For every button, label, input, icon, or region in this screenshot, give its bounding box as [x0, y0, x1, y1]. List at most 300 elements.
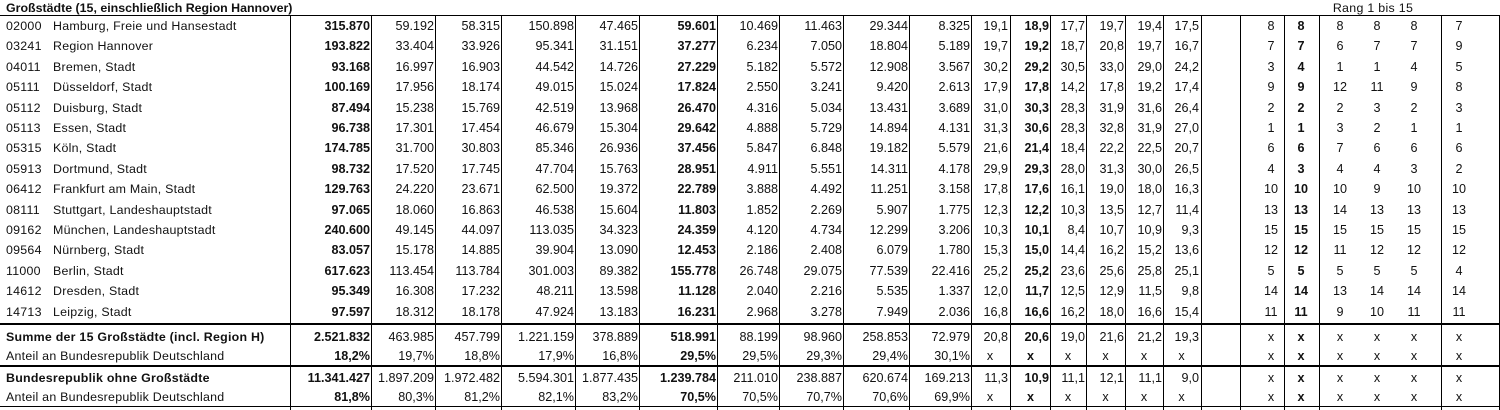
region-name: Köln, Stadt [53, 141, 117, 156]
table-cell: 29,0 [1137, 59, 1162, 74]
table-cell: 14,4 [1060, 243, 1085, 258]
table-cell: 14.726 [599, 59, 638, 74]
table-cell: 29.344 [869, 19, 908, 33]
table-row [0, 36, 1500, 56]
region-code: 03241 [6, 39, 42, 54]
table-cell: x [986, 389, 994, 404]
table-cell: 31.700 [395, 141, 434, 156]
table-cell: 70,7% [806, 389, 842, 404]
table-cell: 17,8 [983, 182, 1008, 197]
table-cell: 8,4 [1067, 223, 1085, 237]
table-cell: 16,1 [1060, 182, 1085, 197]
table-cell: 15 [1451, 223, 1466, 237]
table-cell: 22.789 [677, 182, 716, 197]
table-cell: 70,5% [680, 389, 716, 404]
table-cell: 30,2 [983, 59, 1008, 74]
table-cell: 10.469 [739, 19, 778, 33]
table-cell: x [1297, 329, 1305, 344]
table-cell: 5.551 [810, 161, 842, 176]
table-cell: 31,3 [983, 121, 1008, 135]
summary-label: Bundesrepublik ohne Großstädte [6, 370, 210, 385]
column-divider [843, 16, 844, 410]
table-row [0, 302, 1500, 322]
table-cell: 17.824 [677, 80, 716, 95]
table-cell: 8 [1336, 19, 1344, 33]
table-cell: 44.097 [461, 223, 500, 237]
table-cell: 17,5 [1174, 19, 1199, 33]
table-row [0, 138, 1500, 158]
table-cell: 20,8 [983, 329, 1008, 344]
table-cell: 17.956 [395, 80, 434, 95]
table-cell: 6.234 [746, 39, 778, 54]
table-cell: 10,3 [1060, 202, 1085, 217]
table-cell: 2.550 [746, 80, 778, 95]
table-cell: 58.315 [461, 19, 500, 33]
table-cell: x [1410, 348, 1418, 363]
table-cell: 3.158 [938, 182, 970, 197]
table-cell: 5 [1373, 263, 1381, 278]
table-cell: 29,5% [742, 348, 778, 363]
table-cell: 14 [1369, 284, 1384, 299]
column-divider [1050, 16, 1051, 410]
table-cell: x [1064, 348, 1072, 363]
table-cell: 8 [1373, 19, 1381, 33]
table-cell: 17.520 [395, 161, 434, 176]
table-cell: 10 [1451, 182, 1466, 197]
table-cell: 12,2 [1024, 202, 1049, 217]
table-cell: 4 [1373, 161, 1381, 176]
table-cell: x [1373, 389, 1381, 404]
table-cell: 4.734 [810, 223, 842, 237]
column-divider [1319, 16, 1320, 410]
table-cell: x [1102, 389, 1109, 404]
summary-row [0, 368, 1500, 388]
table-cell: 4.492 [810, 182, 842, 197]
table-cell: 113.454 [389, 263, 434, 278]
table-cell: 16,8 [983, 304, 1008, 319]
table-cell: 7.050 [810, 39, 842, 54]
table-cell: 31.151 [599, 39, 638, 54]
table-cell: 11.128 [678, 284, 716, 299]
table-cell: 17,9 [983, 80, 1008, 95]
table-cell: 19,7 [1137, 39, 1162, 54]
table-cell: 1.775 [938, 202, 970, 217]
table-cell: 98.960 [803, 329, 842, 344]
table-cell: 6 [1410, 141, 1418, 156]
table-cell: 21,6 [1099, 329, 1124, 344]
table-cell: 22.416 [931, 263, 970, 278]
table-cell: 7 [1373, 39, 1381, 54]
table-cell: 89.382 [599, 263, 638, 278]
table-cell: 5.535 [876, 284, 908, 299]
table-cell: 3.567 [938, 59, 970, 74]
table-cell: 18.174 [461, 80, 500, 95]
table-cell: 17.454 [461, 121, 500, 135]
table-cell: 22,2 [1099, 141, 1124, 156]
table-cell: 18.804 [869, 39, 908, 54]
table-cell: x [1178, 389, 1185, 404]
table-cell: 301.003 [528, 263, 574, 278]
table-cell: x [1410, 370, 1418, 385]
table-cell: 39.904 [535, 243, 574, 258]
table-cell: 5 [1267, 263, 1275, 278]
table-cell: 15.024 [599, 80, 638, 95]
table-cell: 18,0 [1137, 182, 1162, 197]
table-cell: 93.168 [331, 59, 370, 74]
table-cell: 3 [1373, 100, 1381, 115]
table-cell: 2 [1410, 100, 1418, 115]
table-cell: 17.301 [395, 121, 434, 135]
table-cell: 1 [1410, 121, 1418, 135]
table-cell: 22,5 [1137, 141, 1162, 156]
region-name: Dortmund, Stadt [53, 161, 147, 176]
table-cell: 15 [1406, 223, 1421, 237]
column-divider [371, 16, 372, 410]
table-cell: x [1373, 370, 1381, 385]
table-cell: 96.738 [331, 121, 370, 135]
table-cell: x [1267, 329, 1275, 344]
table-cell: 5 [1455, 59, 1463, 74]
column-divider [1086, 16, 1087, 410]
table-cell: 7 [1336, 141, 1344, 156]
table-row [0, 261, 1500, 281]
table-cell: 2.040 [746, 284, 778, 299]
table-cell: 6 [1373, 141, 1381, 156]
region-code: 08111 [6, 202, 40, 217]
table-cell: 98.732 [331, 161, 370, 176]
table-cell: x [1267, 389, 1275, 404]
table-cell: 18,4 [1060, 141, 1085, 156]
table-cell: x [1026, 348, 1034, 363]
table-cell: 19,7% [398, 348, 434, 363]
table-cell: 258.853 [862, 329, 908, 344]
table-cell: 238.887 [796, 370, 842, 385]
region-name: Dresden, Stadt [53, 284, 140, 299]
table-cell: 30,1% [934, 348, 970, 363]
table-cell: 13.183 [599, 304, 638, 319]
table-cell: 9.420 [876, 80, 908, 95]
table-cell: 11,1 [1138, 370, 1162, 385]
table-cell: 14 [1451, 284, 1466, 299]
table-cell: 46.679 [535, 121, 574, 135]
table-cell: 15,3 [983, 243, 1008, 258]
table-cell: 70,5% [742, 389, 778, 404]
table-cell: 19,0 [1099, 182, 1124, 197]
table-cell: 13 [1332, 284, 1347, 299]
table-cell: 16,2 [1099, 243, 1124, 258]
column-divider [1284, 16, 1285, 410]
table-cell: 26.470 [677, 100, 716, 115]
table-cell: 193.822 [324, 39, 370, 54]
table-cell: 19.182 [869, 141, 908, 156]
table-cell: 16.863 [461, 202, 500, 217]
table-cell: 23.671 [461, 182, 500, 197]
table-cell: 13 [1406, 202, 1421, 217]
table-cell: 7 [1410, 39, 1418, 54]
table-cell: 97.065 [331, 202, 370, 217]
table-cell: 21,6 [983, 141, 1008, 156]
column-divider [1441, 16, 1442, 410]
table-cell: 34.323 [599, 223, 638, 237]
table-cell: 12.299 [869, 223, 908, 237]
table-cell: 10,7 [1099, 223, 1124, 237]
row-divider [0, 323, 1500, 325]
table-cell: 29,9 [983, 161, 1008, 176]
table-cell: 28,0 [1060, 161, 1085, 176]
table-cell: 6 [1336, 39, 1344, 54]
table-cell: 27.229 [677, 59, 716, 74]
table-cell: 17.232 [461, 284, 500, 299]
table-cell: 28.951 [677, 161, 716, 176]
column-divider [1125, 16, 1126, 410]
table-cell: x [1373, 329, 1381, 344]
table-cell: 155.778 [670, 263, 716, 278]
summary-label: Anteil an Bundesrepublik Deutschland [6, 389, 225, 404]
table-cell: 16,6 [1024, 304, 1049, 319]
table-cell: 1.852 [746, 202, 778, 217]
table-cell: 26,4 [1174, 100, 1199, 115]
table-cell: x [1297, 348, 1305, 363]
table-row [0, 200, 1500, 220]
table-row [0, 16, 1500, 36]
table-cell: 4 [1336, 161, 1344, 176]
table-cell: 5.847 [746, 141, 778, 156]
table-cell: 30,3 [1024, 100, 1049, 115]
table-cell: 12,9 [1099, 284, 1124, 299]
table-cell: 29,3 [1024, 161, 1049, 176]
table-cell: 33.404 [395, 39, 434, 54]
table-cell: 14 [1332, 202, 1347, 217]
table-cell: 19,0 [1060, 329, 1085, 344]
table-cell: 2 [1373, 121, 1381, 135]
table-cell: x [1267, 370, 1275, 385]
table-cell: 29,5% [680, 348, 716, 363]
table-cell: 2 [1297, 100, 1305, 115]
table-cell: x [1373, 348, 1381, 363]
table-cell: 19,2 [1024, 39, 1049, 54]
table-cell: 83,2% [602, 389, 638, 404]
table-cell: 88.199 [739, 329, 778, 344]
table-cell: 16.308 [395, 284, 434, 299]
table-cell: x [1336, 329, 1344, 344]
table-cell: x [1064, 389, 1072, 404]
table-cell: 30,6 [1024, 121, 1049, 135]
region-code: 02000 [6, 19, 42, 33]
table-cell: 85.346 [535, 141, 574, 156]
region-code: 06412 [6, 182, 42, 197]
table-cell: 2 [1455, 161, 1463, 176]
region-code: 05112 [6, 100, 41, 115]
region-code: 05913 [6, 161, 42, 176]
table-cell: 378.889 [592, 329, 638, 344]
table-cell: 12 [1369, 243, 1384, 258]
table-cell: x [1267, 348, 1275, 363]
table-cell: 24.359 [677, 223, 716, 237]
table-cell: 3.888 [746, 182, 778, 197]
region-name: Stuttgart, Landeshauptstadt [53, 202, 212, 217]
table-cell: 82,1% [538, 389, 574, 404]
table-cell: 3 [1455, 100, 1463, 115]
rank-header: Rang 1 bis 15 [1332, 1, 1414, 15]
table-cell: 21,4 [1024, 141, 1049, 156]
table-cell: 31,9 [1099, 100, 1124, 115]
table-cell: 7.949 [876, 304, 908, 319]
table-cell: 11.803 [678, 202, 716, 217]
table-cell: x [1140, 348, 1148, 363]
table-cell: 457.799 [454, 329, 500, 344]
table-cell: 2.968 [746, 304, 778, 319]
table-cell: 26,5 [1174, 161, 1199, 176]
table-cell: 5.907 [876, 202, 908, 217]
table-cell: 16,2 [1060, 304, 1085, 319]
table-cell: 16,8% [602, 348, 638, 363]
table-cell: 3.241 [810, 80, 842, 95]
table-cell: 9 [1336, 304, 1344, 319]
table-cell: 17,8 [1024, 80, 1049, 95]
table-cell: 4.316 [746, 100, 778, 115]
table-cell: 19,1 [983, 19, 1008, 33]
table-cell: 2.269 [810, 202, 842, 217]
table-cell: 24,2 [1174, 59, 1199, 74]
table-cell: 15 [1263, 223, 1278, 237]
table-cell: 15 [1293, 223, 1308, 237]
region-name: Duisburg, Stadt [53, 100, 143, 115]
table-cell: 30,5 [1060, 59, 1085, 74]
row-divider [0, 365, 1500, 367]
table-cell: 20,7 [1174, 141, 1199, 156]
table-cell: 2 [1336, 100, 1344, 115]
table-cell: 1 [1336, 59, 1344, 74]
table-cell: 16.231 [677, 304, 716, 319]
table-cell: 17,4 [1174, 80, 1199, 95]
table-cell: x [1026, 389, 1034, 404]
table-cell: 6.079 [876, 243, 908, 258]
table-cell: 47.924 [535, 304, 574, 319]
table-cell: 18,0 [1099, 304, 1124, 319]
table-cell: 240.600 [324, 223, 370, 237]
table-cell: 15.238 [395, 100, 434, 115]
table-cell: 2.036 [938, 304, 970, 319]
table-cell: x [1455, 389, 1463, 404]
table-cell: 19,7 [1099, 19, 1124, 33]
table-cell: x [1410, 329, 1418, 344]
table-cell: 6 [1455, 141, 1463, 156]
table-cell: x [1297, 389, 1305, 404]
table-cell: 20,6 [1024, 329, 1049, 344]
table-cell: 26.936 [599, 141, 638, 156]
table-cell: 1.877.435 [581, 370, 638, 385]
table-cell: 29,3% [806, 348, 842, 363]
table-cell: 8 [1267, 19, 1275, 33]
table-cell: 49.145 [395, 223, 434, 237]
table-cell: 1 [1455, 121, 1463, 135]
summary-label: Anteil an Bundesrepublik Deutschland [6, 348, 225, 363]
column-divider [1163, 16, 1164, 410]
table-cell: 2.186 [746, 243, 778, 258]
table-cell: 77.539 [869, 263, 908, 278]
table-cell: 31,9 [1137, 121, 1162, 135]
region-code: 09564 [6, 243, 42, 258]
table-cell: 174.785 [324, 141, 370, 156]
table-cell: 20,8 [1099, 39, 1124, 54]
table-cell: 12 [1332, 80, 1347, 95]
table-cell: 10 [1406, 182, 1421, 197]
table-row [0, 159, 1500, 179]
summary-label: Summe der 15 Großstädte (incl. Region H) [6, 329, 265, 344]
table-cell: 13 [1369, 202, 1384, 217]
table-cell: 5.572 [810, 59, 842, 74]
table-cell: x [1336, 389, 1344, 404]
table-cell: 42.519 [535, 100, 574, 115]
table-cell: 17,9% [538, 348, 574, 363]
table-cell: 19,4 [1137, 19, 1162, 33]
table-cell: 62.500 [535, 182, 574, 197]
table-cell: 12 [1451, 243, 1466, 258]
table-cell: 4 [1297, 59, 1305, 74]
table-cell: 5 [1410, 263, 1418, 278]
table-cell: 11 [1370, 80, 1384, 95]
table-cell: x [1140, 389, 1148, 404]
table-cell: 3 [1336, 121, 1344, 135]
table-cell: 4.888 [746, 121, 778, 135]
table-cell: 17.745 [461, 161, 500, 176]
table-cell: 23,6 [1060, 263, 1085, 278]
table-row [0, 57, 1500, 77]
table-cell: 14,2 [1060, 80, 1085, 95]
table-cell: 3.278 [810, 304, 842, 319]
table-cell: 5.034 [810, 100, 842, 115]
table-cell: 2.521.832 [313, 329, 370, 344]
region-name: München, Landeshauptstadt [53, 223, 216, 237]
region-name: Bremen, Stadt [53, 59, 136, 74]
table-cell: 13.431 [869, 100, 908, 115]
table-cell: 12 [1406, 243, 1421, 258]
table-cell: 29.075 [803, 263, 842, 278]
table-cell: 3.206 [938, 223, 970, 237]
table-cell: 11 [1333, 243, 1347, 258]
table-cell: 32,8 [1099, 121, 1124, 135]
table-cell: 315.870 [324, 19, 370, 33]
table-cell: 10 [1332, 182, 1347, 197]
table-cell: x [1410, 389, 1418, 404]
table-cell: 31,6 [1137, 100, 1162, 115]
region-code: 04011 [6, 59, 41, 74]
table-cell: 11,5 [1138, 284, 1162, 299]
column-divider [1010, 16, 1011, 410]
table-cell: 12,3 [983, 202, 1008, 217]
table-cell: 1 [1297, 121, 1305, 135]
table-cell: 1 [1267, 121, 1275, 135]
region-code: 05113 [6, 121, 41, 135]
table-cell: 21,2 [1137, 329, 1162, 344]
table-cell: 69,9% [934, 389, 970, 404]
table-cell: 5.189 [938, 39, 970, 54]
table-cell: 11,3 [984, 370, 1008, 385]
table-cell: 12,1 [1099, 370, 1124, 385]
column-divider [1201, 16, 1202, 410]
table-cell: 12 [1263, 243, 1278, 258]
table-row [0, 220, 1500, 240]
table-cell: 48.211 [536, 284, 574, 299]
table-cell: 4.178 [938, 161, 970, 176]
column-divider [971, 16, 972, 410]
table-cell: 29.642 [677, 121, 716, 135]
table-cell: 30,0 [1137, 161, 1162, 176]
row-divider [0, 15, 1500, 16]
table-cell: 25,6 [1099, 263, 1124, 278]
table-cell: 11 [1294, 304, 1308, 319]
table-cell: 16,7 [1174, 39, 1199, 54]
